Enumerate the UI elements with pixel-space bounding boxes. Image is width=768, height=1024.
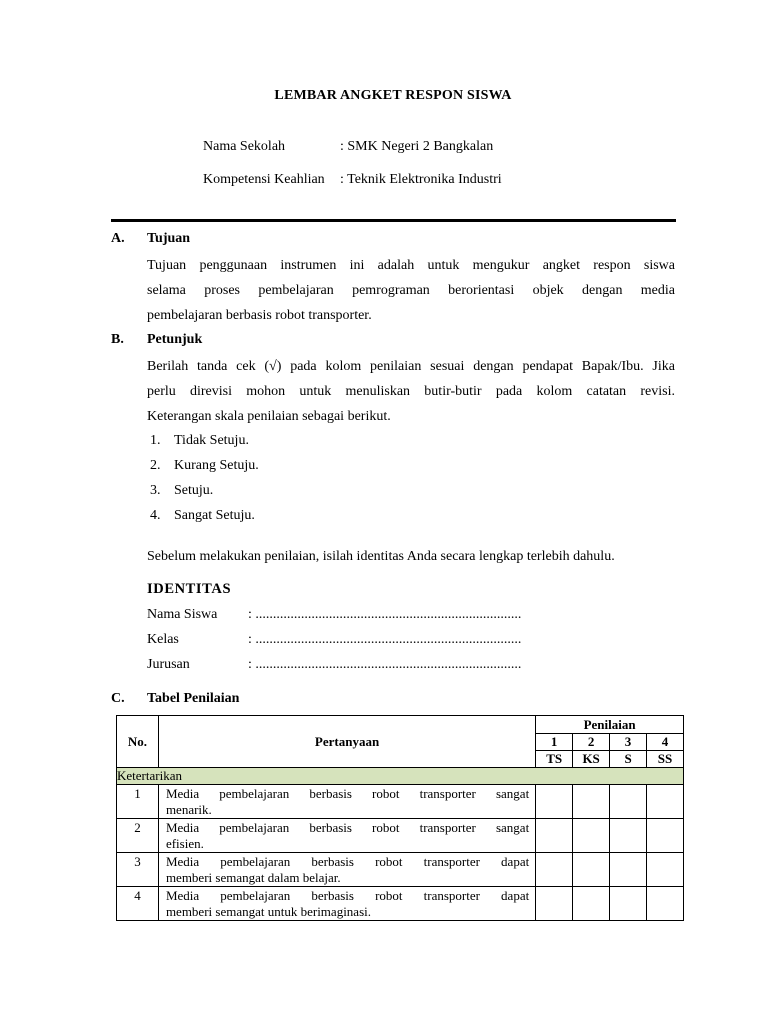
scale-item-number: 4. <box>150 508 161 523</box>
rating-cell[interactable] <box>610 887 647 921</box>
competency-value: : Teknik Elektronika Industri <box>340 172 502 187</box>
student-name-field[interactable]: : ............................................................................ <box>248 607 522 622</box>
paragraph-line: Tujuan penggunaan instrumen ini adalah untuk mengukur angket respon siswa <box>147 258 675 273</box>
school-label: Nama Sekolah <box>203 139 286 154</box>
question-line: efisien. <box>165 836 204 851</box>
table-row <box>117 853 684 887</box>
section-c-title: Tabel Penilaian <box>147 691 240 706</box>
rating-cell[interactable] <box>647 887 684 921</box>
scale-number: 3 <box>610 734 647 751</box>
competency-label: Kompetensi Keahlian <box>203 172 325 187</box>
rating-cell[interactable] <box>573 819 610 853</box>
rating-cell[interactable] <box>647 785 684 819</box>
question-line: Media pembelajaran berbasis robot transporter dapat <box>165 854 530 869</box>
section-b-paragraph <box>147 354 675 429</box>
major-label: Jurusan <box>147 657 190 672</box>
scale-number: 1 <box>536 734 573 751</box>
rating-cell[interactable] <box>610 853 647 887</box>
question-number: 2 <box>117 819 159 853</box>
scale-item-text: Kurang Setuju. <box>174 458 259 473</box>
section-a-paragraph <box>147 253 675 328</box>
scale-item-number: 1. <box>150 433 161 448</box>
major-field[interactable]: : ............................................................................ <box>248 657 522 672</box>
paragraph-line: perlu direvisi mohon untuk menuliskan butir-butir pada kolom catatan revisi. <box>147 384 675 399</box>
identity-heading: IDENTITAS <box>147 581 232 597</box>
assessment-table <box>116 715 684 921</box>
header-divider <box>111 219 676 222</box>
question-text <box>158 853 535 887</box>
class-label: Kelas <box>147 632 179 647</box>
rating-cell[interactable] <box>573 853 610 887</box>
question-number: 1 <box>117 785 159 819</box>
identity-instruction: Sebelum melakukan penilaian, isilah identitas Anda secara lengkap terlebih dahulu. <box>147 549 615 564</box>
question-line: Media pembelajaran berbasis robot transporter dapat <box>165 888 530 903</box>
section-a-title: Tujuan <box>147 231 191 246</box>
question-number: 3 <box>117 853 159 887</box>
table-row <box>117 887 684 921</box>
header-rating: Penilaian <box>536 716 684 734</box>
rating-cell[interactable] <box>536 887 573 921</box>
question-text <box>158 887 535 921</box>
scale-code: TS <box>536 751 573 768</box>
scale-code: SS <box>647 751 684 768</box>
page-title: LEMBAR ANGKET RESPON SISWA <box>274 88 512 103</box>
rating-cell[interactable] <box>647 819 684 853</box>
question-line: Media pembelajaran berbasis robot transporter sangat <box>165 820 530 835</box>
rating-cell[interactable] <box>536 853 573 887</box>
section-a-letter: A. <box>111 231 125 246</box>
question-number: 4 <box>117 887 159 921</box>
scale-code: KS <box>573 751 610 768</box>
scale-item-text: Sangat Setuju. <box>174 508 255 523</box>
rating-cell[interactable] <box>610 785 647 819</box>
question-line: memberi semangat dalam belajar. <box>165 870 341 885</box>
question-line: menarik. <box>165 802 212 817</box>
section-c-letter: C. <box>111 691 125 706</box>
header-question: Pertanyaan <box>158 716 535 768</box>
rating-cell[interactable] <box>647 853 684 887</box>
scale-number: 4 <box>647 734 684 751</box>
category-row: Ketertarikan <box>117 768 684 785</box>
class-field[interactable]: : ............................................................................ <box>248 632 522 647</box>
rating-cell[interactable] <box>573 785 610 819</box>
table-row <box>117 819 684 853</box>
paragraph-line: Berilah tanda cek (√) pada kolom penilaian sesuai dengan pendapat Bapak/Ibu. Jika <box>147 359 675 374</box>
rating-cell[interactable] <box>573 887 610 921</box>
header-no: No. <box>117 716 159 768</box>
table-row <box>117 785 684 819</box>
paragraph-line: Keterangan skala penilaian sebagai berikut. <box>147 409 391 424</box>
scale-item-number: 3. <box>150 483 161 498</box>
scale-item-text: Tidak Setuju. <box>174 433 249 448</box>
scale-code: S <box>610 751 647 768</box>
rating-cell[interactable] <box>610 819 647 853</box>
paragraph-line: pembelajaran berbasis robot transporter. <box>147 308 372 323</box>
scale-item-number: 2. <box>150 458 161 473</box>
student-name-label: Nama Siswa <box>147 607 218 622</box>
rating-cell[interactable] <box>536 785 573 819</box>
question-text <box>158 819 535 853</box>
paragraph-line: selama proses pembelajaran pemrograman berorientasi objek dengan media <box>147 283 675 298</box>
question-text <box>158 785 535 819</box>
scale-number: 2 <box>573 734 610 751</box>
question-line: Media pembelajaran berbasis robot transporter sangat <box>165 786 530 801</box>
rating-cell[interactable] <box>536 819 573 853</box>
scale-item-text: Setuju. <box>174 483 214 498</box>
question-line: memberi semangat untuk berimaginasi. <box>165 904 371 919</box>
section-b-letter: B. <box>111 332 124 347</box>
school-value: : SMK Negeri 2 Bangkalan <box>340 139 494 154</box>
section-b-title: Petunjuk <box>147 332 203 347</box>
